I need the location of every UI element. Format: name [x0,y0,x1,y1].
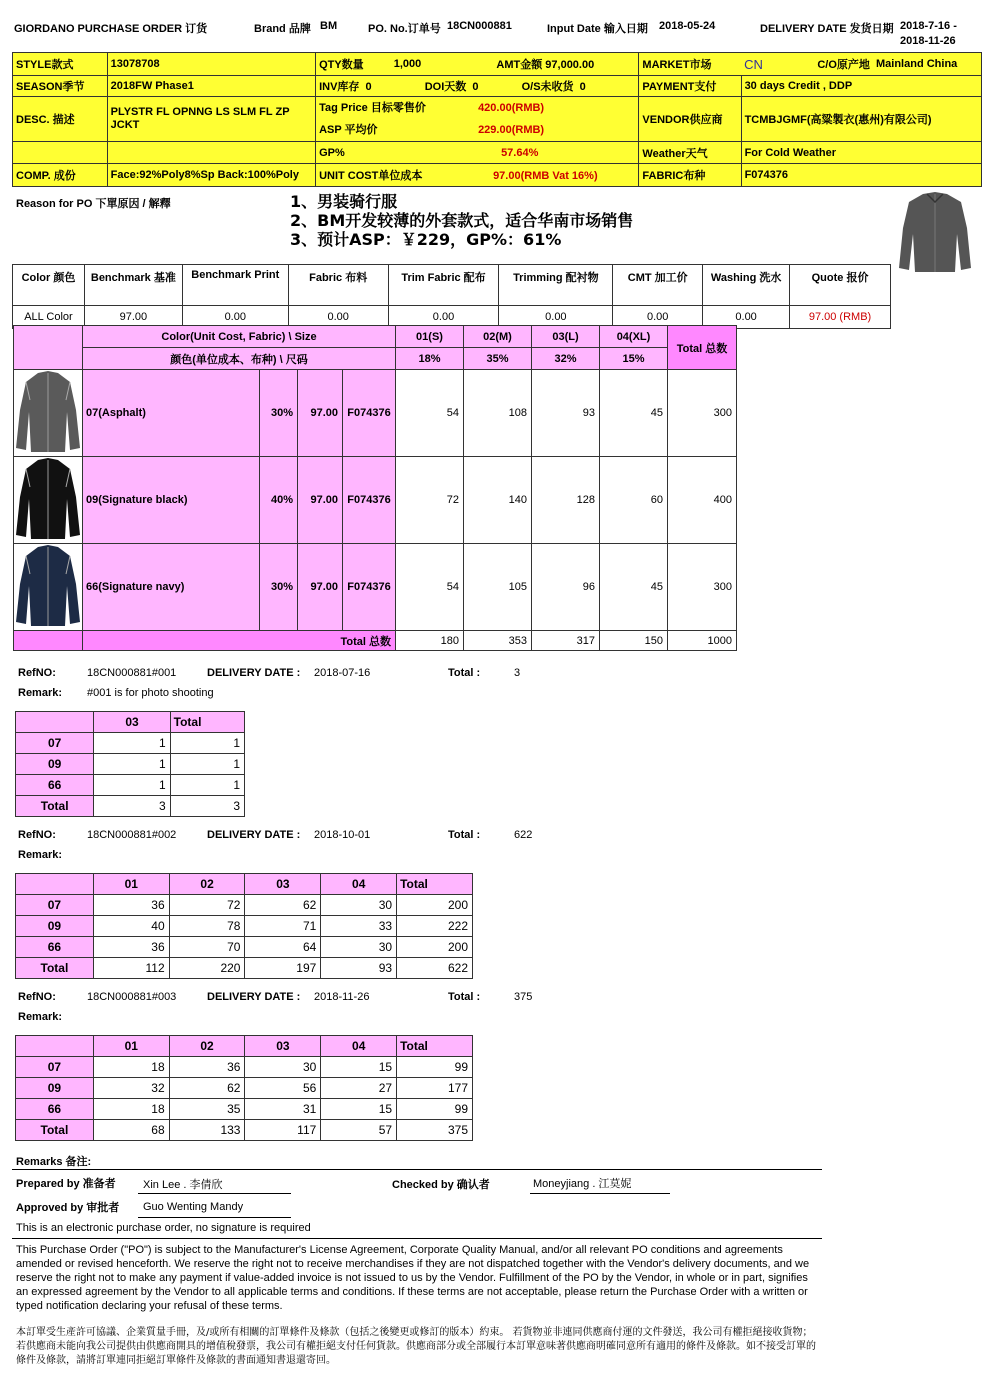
delivery-row [16,1057,473,1078]
size-row-color: 09(Signature black) [83,457,260,544]
size-row-qty: 72 [396,457,464,544]
size-row-qty: 96 [532,544,600,631]
delivery-qty: 1 [170,775,244,796]
benchmark-header-cell: Trimming 配衬物 [499,265,613,306]
benchmark-header-cell: Fabric 布料 [288,265,388,306]
terms-english: This Purchase Order ("PO") is subject to the Manufacturer's License Agreement, Corporate Quality Manual, and/or all relevant PO conditions and agreements amended or revised henceforth. We reserve the right not to receive merchandises if they are not dispatched together with the Vendor's delivery documents, and we reserve the right not to make any payment if value-added invoice is not issued to us by the Vendor. Fulfillment of the PO by the Vendor, in whole or in part, signifies an expressed agreement by the Vendor to all applicable terms and conditions. If these terms are not acceptable, please return the Purchase Order with a written or typed notification declaring your refusal of these terms. [16,1244,810,1312]
delivery-date: 2018-11-26 [314,991,370,1003]
delivery-qty: 197 [245,958,321,979]
delivery-size-header: 03 [245,1036,321,1057]
delivery-total: 3 [514,667,521,679]
delivery-total-header: Total [170,712,244,733]
delivery-qty: 30 [321,937,397,958]
delivery-qty: 99 [397,1099,473,1120]
delivery-size-header: 01 [93,1036,169,1057]
delivery-row-color: Total [16,1120,94,1141]
os-label: O/S未收货 [521,81,574,93]
remark-label: Remark: [18,687,63,699]
delivery-qty: 31 [245,1099,321,1120]
delivery-qty: 1 [94,733,170,754]
benchmark-value-cell: 0.00 [288,306,388,329]
delivery-qty: 57 [321,1120,397,1141]
ref-number: 18CN000881#002 [87,829,177,841]
delivery-size-table [15,1035,473,1141]
delivery-qty: 177 [397,1078,473,1099]
delivery-size-header: 01 [93,874,169,895]
size-row-qty: 108 [464,370,532,457]
delivery-date-start: 2018-7-16 - [900,20,957,32]
delivery-row [16,754,245,775]
size-col-4: 04(XL) [600,326,668,348]
comp-value: Face:92%Poly8%Sp Back:100%Poly [107,164,315,187]
brand-label: Brand 品牌 [254,23,311,35]
benchmark-value-cell: 0.00 [613,306,703,329]
delivery-row [16,1120,473,1141]
delivery-qty: 200 [397,895,473,916]
order-info-table [12,52,982,187]
market-label: MARKET市场 [639,53,741,76]
size-pct-3: 32% [532,348,600,370]
delivery-qty: 40 [93,916,169,937]
delivery-row [16,958,473,979]
delivery-qty: 99 [397,1057,473,1078]
divider [12,1169,822,1170]
size-head-en: Color(Unit Cost, Fabric) \ Size [83,326,396,348]
origin-value: Mainland China [876,58,958,70]
payment-label: PAYMENT支付 [639,76,741,97]
size-row-qty: 128 [532,457,600,544]
delivery-qty: 62 [245,895,321,916]
prepared-label: Prepared by 准备者 [16,1178,116,1190]
size-row-cost: 97.00 [298,457,343,544]
delivery-qty: 62 [169,1078,245,1099]
comp-label: COMP. 成份 [13,164,108,187]
delivery-qty: 112 [93,958,169,979]
delivery-qty: 30 [245,1057,321,1078]
delivery-size-table [15,873,473,979]
style-label: STYLE款式 [13,53,108,76]
weather-value: For Cold Weather [741,142,981,164]
delivery-total-header: Total [397,1036,473,1057]
delivery-row-color: Total [16,796,94,817]
qty-label: QTY数量 [316,53,391,76]
size-col-2: 02(M) [464,326,532,348]
size-row-qty: 54 [396,544,464,631]
delivery-total-label: Total : [448,991,481,1003]
size-row-total: 300 [668,544,737,631]
size-row-qty: 105 [464,544,532,631]
season-value: 2018FW Phase1 [107,76,315,97]
delivery-row [16,733,245,754]
checked-label: Checked by 确认者 [392,1179,490,1191]
delivery-size-header: 03 [245,874,321,895]
benchmark-header-cell: Trim Fabric 配布 [388,265,499,306]
delivery-row-color: 66 [16,775,94,796]
delivery-qty: 32 [93,1078,169,1099]
delivery-size-table [15,711,245,817]
weather-label: Weather天气 [639,142,741,164]
delivery-total: 375 [514,991,533,1003]
delivery-row-color: 09 [16,1078,94,1099]
size-row-qty: 45 [600,544,668,631]
approved-value: Guo Wenting Mandy [143,1201,244,1213]
delivery-row-color: 07 [16,895,94,916]
delivery-row-color: 66 [16,937,94,958]
size-row-ratio: 30% [260,370,298,457]
delivery-qty: 35 [169,1099,245,1120]
delivery-qty: 1 [94,775,170,796]
delivery-date: 2018-07-16 [314,667,371,679]
jacket-product-image [895,188,975,276]
input-date-label: Input Date 输入日期 [547,23,648,35]
size-total-header: Total 总数 [668,326,737,370]
inv-value: 0 [365,81,372,93]
prepared-value: Xin Lee . 李倩欣 [143,1179,223,1191]
delivery-row [16,1099,473,1120]
ref-label: RefNO: [18,829,56,841]
signature-line [530,1193,670,1194]
size-pct-2: 35% [464,348,532,370]
delivery-qty: 36 [169,1057,245,1078]
size-breakdown-table [13,325,737,651]
benchmark-table [12,264,891,329]
terms-chinese: 本訂單受生產許可協議、企業質量手冊，及/或所有相關的訂單條件及條款（包括之後變更或修訂的版本）約束。 若貨物並非連同供應商付運的文件發送，我公司有權拒絕接收貨物；若供應商未能向我公司提供由供應商開具的增值稅發票，我公司有權拒絕支付任何貨款。供應商部分或全部履行本訂單意味著供應商明確同意所有適用的條件及條款。如不接受訂單的條件及條款，請將訂單連同拒絕訂單條件及條款的書面通知書退還寄回。 [16,1327,816,1366]
delivery-date-label: DELIVERY DATE : [207,829,301,841]
delivery-qty: 222 [397,916,473,937]
signature-line [138,1193,291,1194]
reason-text [290,192,633,249]
delivery-qty: 33 [321,916,397,937]
fabric-value: F074376 [741,164,981,187]
delivery-qty: 78 [169,916,245,937]
size-pct-1: 18% [396,348,464,370]
delivery-row [16,796,245,817]
remark-label: Remark: [18,1011,63,1023]
delivery-qty: 15 [321,1057,397,1078]
payment-value: 30 days Credit , DDP [741,76,981,97]
delivery-row [16,895,473,916]
asp-label: ASP 平均价 [319,124,378,136]
delivery-size-header: 04 [321,1036,397,1057]
size-row-total: 300 [668,370,737,457]
reason-line-2: 2、BM开发较薄的外套款式，适合华南市场销售 [290,211,634,230]
size-sum-2: 353 [464,631,532,651]
po-title: GIORDANO PURCHASE ORDER 订货 [14,23,208,35]
vendor-label: VENDOR供应商 [639,97,741,142]
inv-label: INV库存 [319,81,360,93]
reason-line-3: 3、预计ASP：￥229，GP%：61% [290,230,562,249]
size-row [14,370,737,457]
delivery-qty: 56 [245,1078,321,1099]
benchmark-header-cell: CMT 加工价 [613,265,703,306]
benchmark-header-cell: Benchmark Print [182,265,288,306]
jacket-color-image [14,457,83,544]
benchmark-value-cell: 0.00 [388,306,499,329]
delivery-qty: 72 [169,895,245,916]
approved-label: Approved by 审批者 [16,1202,120,1214]
signature-line [138,1217,291,1218]
delivery-qty: 27 [321,1078,397,1099]
delivery-qty: 30 [321,895,397,916]
benchmark-value-cell: 97.00 [84,306,182,329]
size-row-color: 66(Signature navy) [83,544,260,631]
jacket-color-image [14,370,83,457]
delivery-row [16,916,473,937]
benchmark-value-cell: 0.00 [703,306,790,329]
os-value: 0 [579,81,586,93]
delivery-qty: 3 [94,796,170,817]
checked-value: Moneyjiang . 江莫妮 [533,1178,632,1190]
delivery-qty: 622 [397,958,473,979]
delivery-row [16,937,473,958]
size-sum-4: 150 [600,631,668,651]
delivery-total-label: Total : [448,667,481,679]
divider [12,1238,822,1239]
delivery-date-label: DELIVERY DATE 发货日期 [760,23,894,35]
doi-label: DOI天数 [424,81,467,93]
unit-cost-value: 97.00(RMB Vat 16%) [493,170,598,182]
benchmark-header-cell: Quote 报价 [790,265,891,306]
size-row-qty: 93 [532,370,600,457]
remark-label: Remark: [18,849,63,861]
delivery-qty: 220 [169,958,245,979]
delivery-total: 622 [514,829,533,841]
delivery-qty: 70 [169,937,245,958]
size-row-qty: 60 [600,457,668,544]
delivery-qty: 71 [245,916,321,937]
tag-price-label: Tag Price 目标零售价 [319,102,426,114]
delivery-qty: 1 [94,754,170,775]
size-row-qty: 54 [396,370,464,457]
gp-label: GP% [319,146,345,159]
size-row-qty: 140 [464,457,532,544]
po-number: 18CN000881 [447,20,512,32]
benchmark-value-cell: ALL Color [13,306,85,329]
reason-label: Reason for PO 下單原因 / 解釋 [16,198,171,210]
po-label: PO. No.订单号 [368,23,441,35]
benchmark-value-cell: 0.00 [182,306,288,329]
gp-value: 57.64% [501,146,539,159]
doi-value: 0 [472,81,479,93]
delivery-qty: 1 [170,754,244,775]
size-sum-label: Total 总数 [83,631,396,651]
delivery-qty: 18 [93,1057,169,1078]
delivery-date-end: 2018-11-26 [900,35,956,47]
asp-value: 229.00(RMB) [478,124,545,136]
benchmark-value-cell: 0.00 [499,306,613,329]
benchmark-value-cell: 97.00 (RMB) [790,306,891,329]
delivery-row-color: 66 [16,1099,94,1120]
size-sum-3: 317 [532,631,600,651]
delivery-qty: 1 [170,733,244,754]
co-label: C/O原产地 [814,53,981,76]
vendor-value: TCMBJGMF(高粱製衣(惠州)有限公司) [741,97,981,142]
delivery-size-header: 04 [321,874,397,895]
delivery-row-color: 07 [16,1057,94,1078]
size-row-ratio: 40% [260,457,298,544]
fabric-label: FABRIC布种 [639,164,741,187]
size-row [14,457,737,544]
ref-label: RefNO: [18,991,56,1003]
delivery-size-header: 02 [169,1036,245,1057]
delivery-qty: 36 [93,895,169,916]
size-row-qty: 45 [600,370,668,457]
benchmark-header-row [13,265,891,306]
jacket-color-image [14,544,83,631]
size-row-fabric: F074376 [343,544,396,631]
ref-label: RefNO: [18,667,56,679]
size-row-fabric: F074376 [343,457,396,544]
desc-label: DESC. 描述 [13,97,108,142]
benchmark-header-cell: Benchmark 基准 [84,265,182,306]
delivery-date-label: DELIVERY DATE : [207,991,301,1003]
remark-value: #001 is for photo shooting [87,687,214,699]
delivery-total-header: Total [397,874,473,895]
delivery-date: 2018-10-01 [314,829,371,841]
qty-value: 1,000 [391,53,489,76]
input-date: 2018-05-24 [659,20,716,32]
size-row [14,544,737,631]
delivery-row [16,1078,473,1099]
size-row-ratio: 30% [260,544,298,631]
reason-line-1: 1、男装骑行服 [290,192,398,211]
benchmark-header-cell: Washing 洗水 [703,265,790,306]
delivery-qty: 200 [397,937,473,958]
delivery-row-color: 09 [16,916,94,937]
delivery-qty: 68 [93,1120,169,1141]
size-pct-4: 15% [600,348,668,370]
delivery-row-color: Total [16,958,94,979]
delivery-row-color: 09 [16,754,94,775]
market-value: CN [741,53,814,76]
delivery-size-header: 02 [169,874,245,895]
delivery-row [16,775,245,796]
size-sum-total: 1000 [668,631,737,651]
size-row-cost: 97.00 [298,544,343,631]
delivery-qty: 15 [321,1099,397,1120]
delivery-size-header: 03 [94,712,170,733]
delivery-total-label: Total : [448,829,481,841]
benchmark-header-cell: Color 颜色 [13,265,85,306]
size-col-1: 01(S) [396,326,464,348]
delivery-qty: 64 [245,937,321,958]
delivery-row-color: 07 [16,733,94,754]
delivery-qty: 117 [245,1120,321,1141]
ref-number: 18CN000881#003 [87,991,177,1003]
delivery-qty: 133 [169,1120,245,1141]
size-head-cn: 颜色(单位成本、布种) \ 尺码 [83,348,396,370]
delivery-qty: 93 [321,958,397,979]
season-label: SEASON季节 [13,76,108,97]
remarks-label: Remarks 备注: [16,1156,92,1168]
electronic-note: This is an electronic purchase order, no signature is required [16,1222,311,1234]
amt-label: AMT金额 [496,59,543,71]
style-value: 13078708 [107,53,315,76]
delivery-date-label: DELIVERY DATE : [207,667,301,679]
size-row-fabric: F074376 [343,370,396,457]
size-col-3: 03(L) [532,326,600,348]
delivery-qty: 3 [170,796,244,817]
delivery-qty: 36 [93,937,169,958]
size-row-cost: 97.00 [298,370,343,457]
ref-number: 18CN000881#001 [87,667,177,679]
size-row-total: 400 [668,457,737,544]
tag-price-value: 420.00(RMB) [478,102,545,114]
size-row-color: 07(Asphalt) [83,370,260,457]
desc-value: PLYSTR FL OPNNG LS SLM FL ZP JCKT [107,97,315,142]
delivery-qty: 18 [93,1099,169,1120]
brand-value: BM [320,20,338,32]
amt-value: 97,000.00 [545,59,595,71]
unit-cost-label: UNIT COST单位成本 [319,170,423,182]
size-sum-1: 180 [396,631,464,651]
delivery-qty: 375 [397,1120,473,1141]
